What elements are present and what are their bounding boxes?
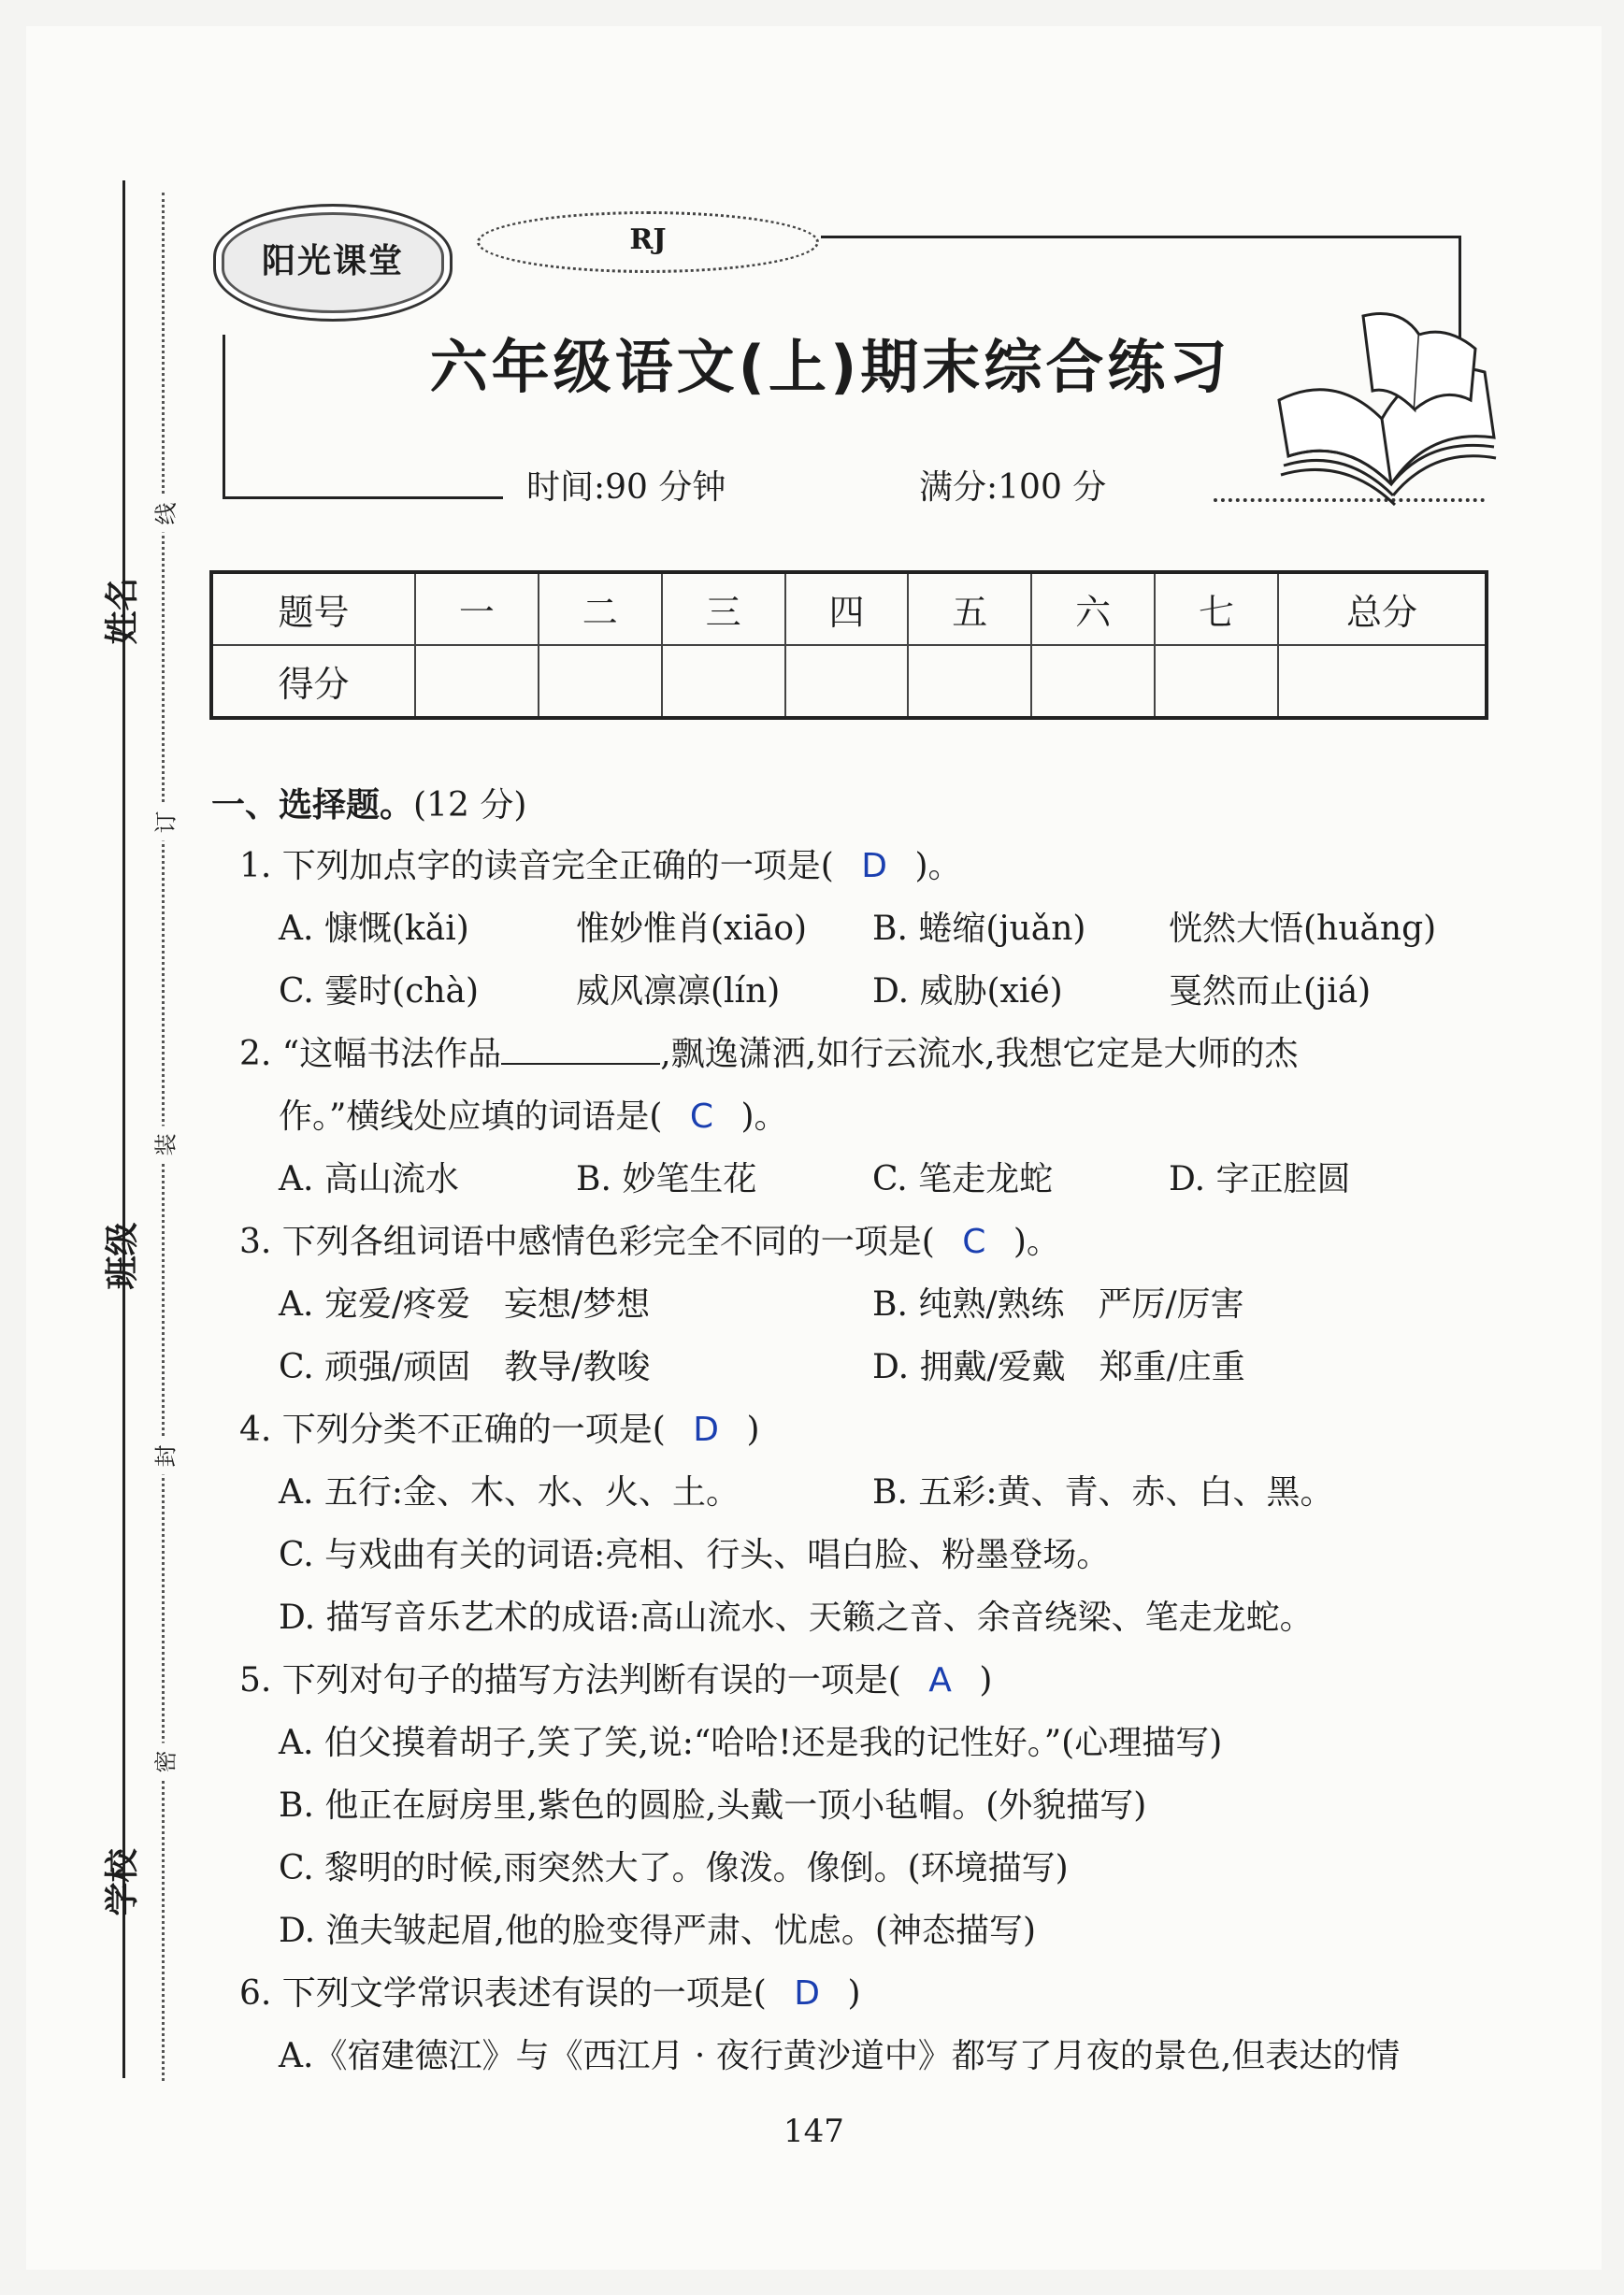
- question-2-text-a: 2. “这幅书法作品: [239, 1035, 502, 1073]
- q4-option-d: D. 描写音乐艺术的成语:高山流水、天籁之音、余音绕梁、笔走龙蛇。: [279, 1599, 1314, 1637]
- edition-text: RJ: [629, 223, 667, 256]
- q1-option-d2: 戛然而止(jiá): [1169, 972, 1372, 1011]
- score-input[interactable]: [1155, 645, 1278, 718]
- question-4-stem: [239, 1403, 760, 1451]
- score-cell-q2: 二: [539, 572, 662, 645]
- score-cell-total: 总分: [1278, 572, 1487, 645]
- score-input[interactable]: [415, 645, 539, 718]
- question-1-end: )。: [914, 847, 962, 885]
- score-input[interactable]: [662, 645, 785, 718]
- q2-option-c: C. 笔走龙蛇: [872, 1160, 1054, 1198]
- question-2-text-b: ,飘逸潇洒,如行云流水,我想它定是大师的杰: [660, 1035, 1299, 1073]
- section-1-points: (12 分): [413, 786, 527, 825]
- question-2-stem: [239, 1027, 1299, 1075]
- q3-option-b: B. 纯熟/熟练 严厉/厉害: [872, 1285, 1244, 1324]
- score-row-label: 得分: [211, 645, 415, 718]
- score-cell-q4: 四: [785, 572, 909, 645]
- q5-option-c: C. 黎明的时候,雨突然大了。像泼。像倒。(环境描写): [279, 1849, 1069, 1887]
- score-table-score-row: [211, 645, 1487, 718]
- question-6-text: 6. 下列文学常识表述有误的一项是(: [239, 1974, 767, 2013]
- question-5-stem: [239, 1654, 992, 1701]
- score-input[interactable]: [1031, 645, 1155, 718]
- question-3-text: 3. 下列各组词语中感情色彩完全不同的一项是(: [239, 1223, 935, 1261]
- q1-option-b2: 恍然大悟(huǎng): [1169, 910, 1437, 948]
- question-2-end: )。: [740, 1097, 788, 1136]
- question-2-stem-cont: [279, 1090, 788, 1138]
- q1-option-a1: A. 慷慨(kǎi): [279, 910, 469, 948]
- page-number: 147: [783, 2113, 844, 2150]
- question-3-answer: C: [962, 1223, 986, 1261]
- q1-option-c1: C. 霎时(chà): [279, 972, 480, 1011]
- full-score: 满分:100 分: [919, 468, 1107, 507]
- header-frame-left: [223, 335, 225, 498]
- q1-option-d1: D. 威胁(xié): [872, 972, 1063, 1011]
- section-1-title: 一、选择题。: [211, 786, 414, 825]
- binding-word-line: 线: [144, 495, 184, 533]
- q2-option-a: A. 高山流水: [279, 1160, 459, 1198]
- score-input-total[interactable]: [1278, 645, 1487, 718]
- class-label: 班级: [103, 1222, 142, 1290]
- binding-word-install: 装: [144, 1126, 184, 1164]
- question-1-text: 1. 下列加点字的读音完全正确的一项是(: [239, 847, 834, 885]
- q1-option-a2: 惟妙惟肖(xiāo): [576, 910, 808, 948]
- question-6-stem: [239, 1967, 861, 2015]
- q5-option-b: B. 他正在厨房里,紫色的圆脸,头戴一顶小毡帽。(外貌描写): [279, 1786, 1147, 1825]
- score-cell-q7: 七: [1155, 572, 1278, 645]
- binding-line: [122, 180, 125, 2078]
- score-cell-q1: 一: [415, 572, 539, 645]
- q6-option-a: A.《宿建德江》与《西江月 · 夜行黄沙道中》都写了月夜的景色,但表达的情: [279, 2037, 1401, 2075]
- q2-option-b: B. 妙笔生花: [576, 1160, 757, 1198]
- score-table: [209, 570, 1488, 720]
- question-5-end: ): [979, 1661, 993, 1700]
- q4-option-b: B. 五彩:黄、青、赤、白、黑。: [872, 1473, 1334, 1512]
- question-1-answer: D: [861, 847, 888, 885]
- open-book-icon: [1260, 297, 1503, 512]
- question-4-answer: D: [693, 1411, 720, 1449]
- score-input[interactable]: [785, 645, 909, 718]
- q4-option-c: C. 与戏曲有关的词语:亮相、行头、唱白脸、粉墨登场。: [279, 1536, 1111, 1574]
- question-4-text: 4. 下列分类不正确的一项是(: [239, 1411, 666, 1449]
- question-2-answer: C: [689, 1097, 714, 1136]
- q2-option-d: D. 字正腔圆: [1169, 1160, 1351, 1198]
- binding-word-seal: 封: [144, 1438, 184, 1475]
- score-cell-q6: 六: [1031, 572, 1155, 645]
- score-cell-label: 题号: [211, 572, 415, 645]
- binding-word-secret: 密: [144, 1743, 184, 1781]
- q1-option-b1: B. 蜷缩(juǎn): [872, 910, 1086, 948]
- score-input[interactable]: [908, 645, 1031, 718]
- edition-oval: [477, 211, 819, 273]
- question-5-text: 5. 下列对句子的描写方法判断有误的一项是(: [239, 1661, 901, 1700]
- question-2-text-c: 作。”横线处应填的词语是(: [279, 1097, 663, 1136]
- school-label: 学校: [103, 1848, 142, 1916]
- page-title: 六年级语文(上)期末综合练习: [429, 333, 1231, 401]
- q3-option-d: D. 拥戴/爱戴 郑重/庄重: [872, 1348, 1245, 1386]
- q3-option-a: A. 宠爱/疼爱 妄想/梦想: [279, 1285, 651, 1324]
- section-1-heading: [211, 779, 526, 826]
- q4-option-a: A. 五行:金、木、水、火、土。: [279, 1473, 740, 1512]
- header-frame-bottom: [223, 496, 503, 499]
- score-cell-q5: 五: [908, 572, 1031, 645]
- question-4-end: ): [746, 1411, 760, 1449]
- q5-option-a: A. 伯父摸着胡子,笑了笑,说:“哈哈!还是我的记性好。”(心理描写): [279, 1724, 1223, 1762]
- question-6-end: ): [847, 1974, 861, 2013]
- question-3-end: )。: [1013, 1223, 1060, 1261]
- q1-option-c2: 威风凛凛(lín): [576, 972, 781, 1011]
- question-2-blank[interactable]: [501, 1063, 660, 1065]
- brand-badge-text: 阳光课堂: [261, 242, 404, 280]
- q3-option-c: C. 顽强/顽固 教导/教唆: [279, 1348, 651, 1386]
- score-table-header-row: [211, 572, 1487, 645]
- question-6-answer: D: [794, 1974, 821, 2013]
- brand-badge: [213, 204, 453, 322]
- score-input[interactable]: [539, 645, 662, 718]
- exam-time: 时间:90 分钟: [526, 468, 726, 507]
- q5-option-d: D. 渔夫皱起眉,他的脸变得严肃、忧虑。(神态描写): [279, 1912, 1037, 1950]
- name-label: 姓名: [103, 577, 142, 645]
- question-1-stem: [239, 839, 962, 887]
- worksheet-page: [26, 26, 1602, 2270]
- binding-word-order: 订: [144, 804, 184, 841]
- question-3-stem: [239, 1215, 1060, 1263]
- score-cell-q3: 三: [662, 572, 785, 645]
- header-frame-top: [821, 236, 1461, 238]
- question-5-answer: A: [928, 1661, 952, 1700]
